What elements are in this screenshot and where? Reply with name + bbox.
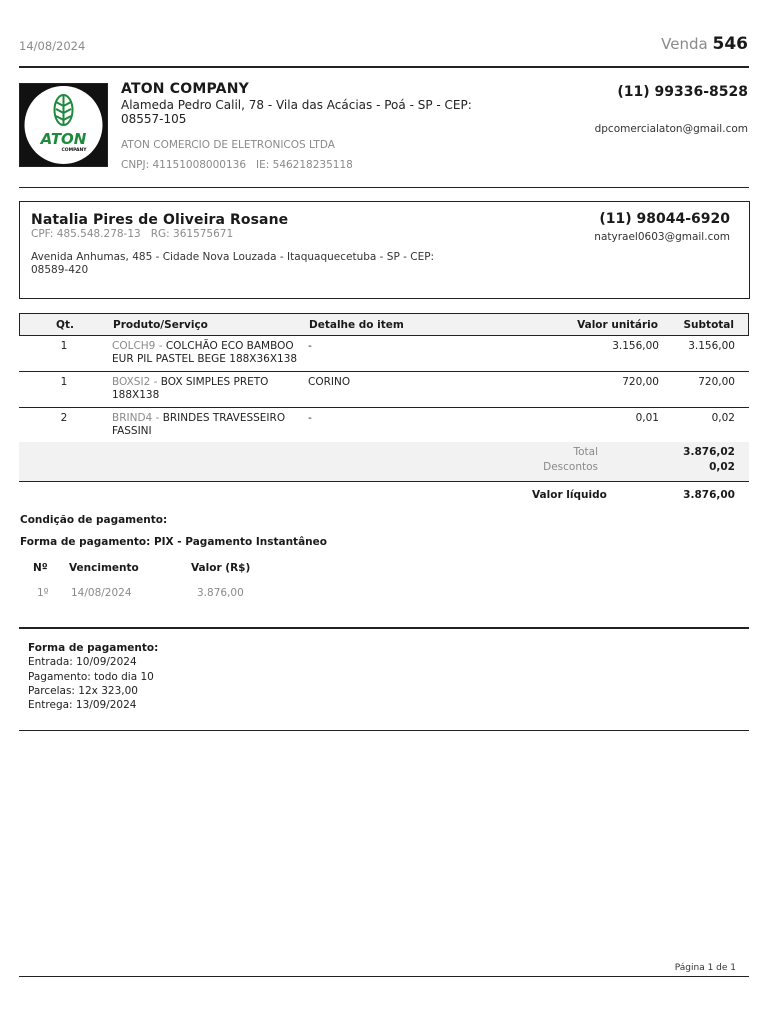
divider <box>19 976 749 977</box>
sale-label: Venda <box>661 35 708 53</box>
installment-due: 14/08/2024 <box>71 587 132 599</box>
row-subtotal: 0,02 <box>711 412 735 424</box>
row-product-name: BRINDES TRAVESSEIRO FASSINI <box>112 412 286 437</box>
installment-due-header: Vencimento <box>69 562 139 574</box>
company-ids: CNPJ: 41151008000136 IE: 546218235118 <box>121 159 353 171</box>
notes-line: Entrada: 10/09/2024 <box>28 656 137 669</box>
payment-notes <box>28 641 158 712</box>
row-detail: - <box>308 340 312 352</box>
header-product: Produto/Serviço <box>113 319 208 331</box>
row-qt: 2 <box>60 412 68 424</box>
row-unit-value: 0,01 <box>635 412 659 424</box>
row-unit-value: 3.156,00 <box>612 340 659 352</box>
divider <box>19 187 749 188</box>
company-legal-name: ATON COMERCIO DE ELETRONICOS LTDA <box>121 139 335 151</box>
row-product-code: BRIND4 - <box>112 412 163 424</box>
document-date: 14/08/2024 <box>19 39 86 53</box>
customer-name: Natalia Pires de Oliveira Rosane <box>31 212 289 228</box>
sale-number-value: 546 <box>712 34 748 54</box>
row-product <box>112 376 308 402</box>
notes-line: Pagamento: todo dia 10 <box>28 670 154 683</box>
company-logo <box>19 83 108 167</box>
installment-num: 1º <box>37 587 49 599</box>
installment-value: 3.876,00 <box>197 587 244 599</box>
row-detail: - <box>308 412 312 424</box>
total-label: Total <box>573 446 598 458</box>
header-subtotal: Subtotal <box>683 319 734 331</box>
row-product-name: COLCHÃO ECO BAMBOO EUR PIL PASTEL BEGE 188X36X138 <box>112 340 298 365</box>
header-qt: Qt. <box>56 319 74 331</box>
customer-email: natyrael0603@gmail.com <box>594 231 730 243</box>
installment-num-header: Nº <box>33 562 48 574</box>
company-email: dpcomercialaton@gmail.com <box>594 123 748 135</box>
customer-box <box>19 201 750 299</box>
row-unit-value: 720,00 <box>622 376 659 388</box>
row-product-code: BOXSI2 - <box>112 376 161 388</box>
discount-label: Descontos <box>543 461 598 473</box>
table-row <box>19 336 749 372</box>
header-unit-value: Valor unitário <box>577 319 658 331</box>
row-subtotal: 3.156,00 <box>688 340 735 352</box>
payment-form: Forma de pagamento: PIX - Pagamento Instantâneo <box>20 536 327 548</box>
svg-text:ATON: ATON <box>40 130 87 148</box>
customer-phone: (11) 98044-6920 <box>599 211 730 227</box>
divider <box>19 730 749 731</box>
items-table <box>19 313 749 444</box>
svg-text:COMPANY: COMPANY <box>61 148 87 153</box>
totals-block <box>19 442 749 482</box>
row-qt: 1 <box>60 376 68 388</box>
row-product <box>112 412 308 438</box>
customer-ids: CPF: 485.548.278-13 RG: 361575671 <box>31 228 234 240</box>
discount-value: 0,02 <box>709 461 735 473</box>
net-value-label: Valor líquido <box>532 489 607 501</box>
row-product-name: BOX SIMPLES PRETO 188X138 <box>112 376 269 401</box>
company-name: ATON COMPANY <box>121 81 249 97</box>
row-product <box>112 340 308 366</box>
header-detail: Detalhe do item <box>309 319 404 331</box>
row-subtotal: 720,00 <box>698 376 735 388</box>
divider <box>19 627 749 629</box>
sale-number <box>661 34 748 54</box>
row-detail: CORINO <box>308 376 351 388</box>
table-row <box>19 408 749 444</box>
customer-address: Avenida Anhumas, 485 - Cidade Nova Louzada - Itaquaquecetuba - SP - CEP: 08589-420 <box>31 251 435 276</box>
notes-title: Forma de pagamento: <box>28 642 159 654</box>
table-header <box>19 313 749 336</box>
total-value: 3.876,02 <box>683 446 735 458</box>
row-qt: 1 <box>60 340 68 352</box>
divider <box>19 66 749 68</box>
company-address: Alameda Pedro Calil, 78 - Vila das Acácias - Poá - SP - CEP: 08557-105 <box>121 98 472 126</box>
company-phone: (11) 99336-8528 <box>617 84 748 100</box>
installment-row <box>20 587 280 603</box>
installments-header <box>20 562 280 578</box>
installment-value-header: Valor (R$) <box>191 562 251 574</box>
row-product-code: COLCH9 - <box>112 340 166 352</box>
table-row <box>19 372 749 408</box>
net-value: 3.876,00 <box>683 489 735 501</box>
notes-line: Entrega: 13/09/2024 <box>28 699 137 712</box>
page-number: Página 1 de 1 <box>674 963 736 973</box>
notes-line: Parcelas: 12x 323,00 <box>28 684 138 697</box>
payment-condition: Condição de pagamento: <box>20 514 168 526</box>
